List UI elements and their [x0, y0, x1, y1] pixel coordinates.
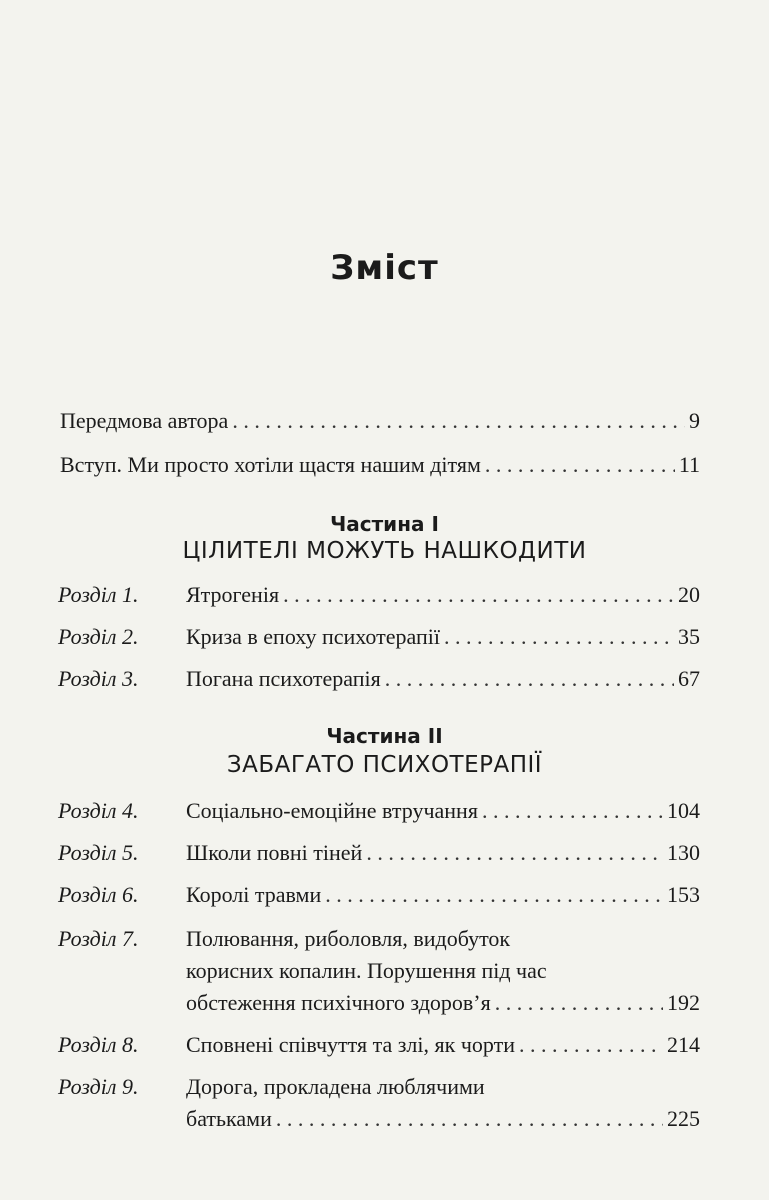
dot-leader	[325, 878, 663, 912]
dot-leader	[482, 794, 663, 828]
dot-leader	[519, 1028, 663, 1062]
toc-entry-chapter	[58, 1070, 700, 1104]
entry-title-line: корисних копалин. Порушення під час	[186, 958, 547, 983]
chapter-label: Розділ 2.	[58, 624, 139, 649]
page-number: 35	[678, 624, 700, 649]
chapter-label: Розділ 8.	[58, 1032, 139, 1057]
toc-entry-chapter-continued	[58, 1102, 700, 1136]
dot-leader	[283, 578, 674, 612]
toc-entry-introduction	[60, 448, 700, 482]
page-number: 11	[678, 452, 700, 477]
page-number: 9	[689, 408, 700, 433]
page-number: 20	[678, 582, 700, 607]
toc-entry-chapter-continued	[58, 954, 700, 988]
dot-leader	[385, 662, 674, 696]
page-number: 67	[678, 666, 700, 691]
entry-title: Вступ. Ми просто хотіли щастя нашим дітям	[60, 452, 481, 477]
toc-entry-chapter	[58, 578, 700, 612]
page-number: 104	[667, 798, 700, 823]
chapter-label: Розділ 5.	[58, 840, 139, 865]
page-number: 225	[667, 1106, 700, 1131]
part-label: Частина II	[326, 724, 443, 748]
entry-title: батьками	[186, 1106, 272, 1131]
toc-entry-chapter	[58, 662, 700, 696]
part-title: ЗАБАГАТО ПСИХОТЕРАПІЇ	[226, 752, 543, 778]
dot-leader	[232, 404, 685, 438]
chapter-label: Розділ 3.	[58, 666, 139, 691]
toc-entry-chapter	[58, 922, 700, 956]
toc-entry-chapter	[58, 620, 700, 654]
page-title: Зміст	[330, 248, 439, 288]
dot-leader	[444, 620, 674, 654]
dot-leader	[366, 836, 663, 870]
entry-title: Соціально-емоційне втручання	[186, 798, 478, 823]
chapter-label: Розділ 1.	[58, 582, 139, 607]
entry-title-line: Дорога, прокладена люблячими	[186, 1074, 485, 1099]
chapter-label: Розділ 6.	[58, 882, 139, 907]
page-number: 192	[667, 990, 700, 1015]
chapter-label: Розділ 9.	[58, 1074, 139, 1099]
page-number: 153	[667, 882, 700, 907]
entry-title: Криза в епоху психотерапії	[186, 624, 440, 649]
dot-leader	[276, 1102, 663, 1136]
chapter-label: Розділ 4.	[58, 798, 139, 823]
toc-entry-chapter-continued	[58, 986, 700, 1020]
page-number: 130	[667, 840, 700, 865]
entry-title: Погана психотерапія	[186, 666, 381, 691]
toc-entry-chapter	[58, 794, 700, 828]
toc-entry-chapter	[58, 1028, 700, 1062]
part-title: ЦІЛИТЕЛІ МОЖУТЬ НАШКОДИТИ	[182, 538, 587, 564]
entry-title-line: Полювання, риболовля, видобуток	[186, 926, 511, 951]
entry-title: Передмова автора	[60, 408, 229, 433]
entry-title: обстеження психічного здоров’я	[186, 990, 491, 1015]
toc-entry-chapter	[58, 878, 700, 912]
entry-title: Школи повні тіней	[186, 840, 363, 865]
page-number: 214	[667, 1032, 700, 1057]
toc-entry-chapter	[58, 836, 700, 870]
dot-leader	[485, 448, 675, 482]
dot-leader	[495, 986, 663, 1020]
toc-entry-preface	[60, 404, 700, 438]
part-label: Частина I	[330, 512, 439, 536]
chapter-label: Розділ 7.	[58, 926, 139, 951]
entry-title: Сповнені співчуття та злі, як чорти	[186, 1032, 515, 1057]
entry-title: Королі травми	[186, 882, 322, 907]
entry-title: Ятрогенія	[186, 582, 280, 607]
